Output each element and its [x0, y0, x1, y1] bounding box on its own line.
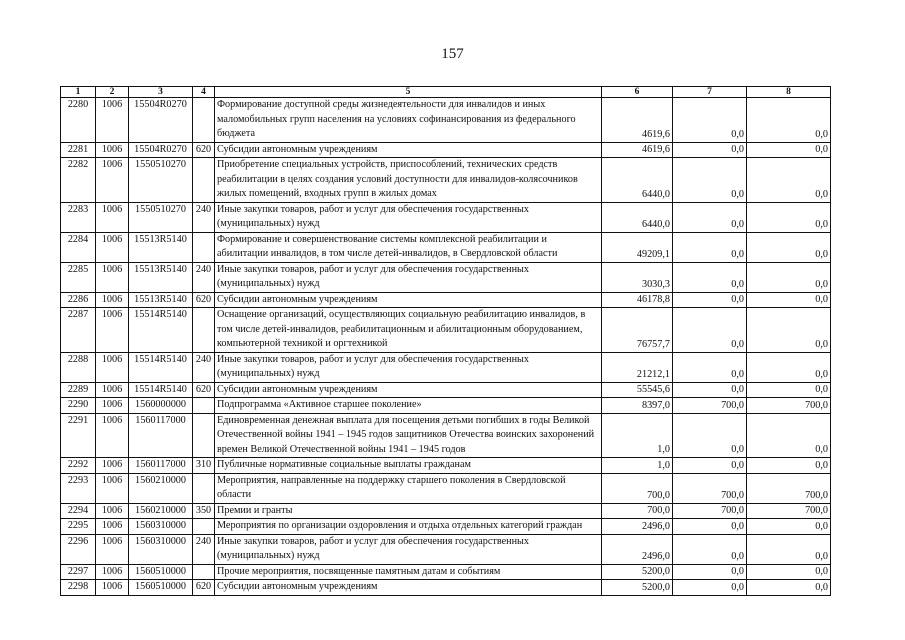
- amount-col6-cell: 2496,0: [602, 534, 673, 564]
- item-name-cell: Прочие мероприятия, посвященные памятным датам и событиям: [215, 564, 602, 580]
- section-code-cell: 1006: [96, 382, 129, 398]
- amount-col8-cell: 0,0: [747, 580, 831, 596]
- expense-type-cell: 620: [193, 382, 215, 398]
- table-body: [61, 98, 831, 596]
- section-code-cell: 1006: [96, 262, 129, 292]
- amount-col6-cell: 55545,6: [602, 382, 673, 398]
- table-row: [61, 382, 831, 398]
- column-header-1: 1: [61, 87, 96, 98]
- item-name-cell: Субсидии автономным учреждениям: [215, 292, 602, 308]
- expense-type-cell: [193, 413, 215, 458]
- table-row: [61, 98, 831, 143]
- section-code-cell: 1006: [96, 564, 129, 580]
- section-code-cell: 1006: [96, 473, 129, 503]
- page-number: 157: [441, 46, 464, 62]
- row-number-cell: 2298: [61, 580, 96, 596]
- amount-col7-cell: 0,0: [673, 413, 747, 458]
- target-code-cell: 15514R5140: [129, 352, 193, 382]
- row-number-cell: 2293: [61, 473, 96, 503]
- item-name-cell: Иные закупки товаров, работ и услуг для обеспечения государственных (муниципальных) нужд: [215, 534, 602, 564]
- amount-col7-cell: 0,0: [673, 382, 747, 398]
- expense-type-cell: [193, 564, 215, 580]
- amount-col6-cell: 21212,1: [602, 352, 673, 382]
- item-name-cell: Субсидии автономным учреждениям: [215, 142, 602, 158]
- row-number-cell: 2294: [61, 503, 96, 519]
- table-row: [61, 292, 831, 308]
- amount-col6-cell: 6440,0: [602, 202, 673, 232]
- target-code-cell: 1560210000: [129, 503, 193, 519]
- target-code-cell: 1560310000: [129, 519, 193, 535]
- table-row: [61, 580, 831, 596]
- amount-col6-cell: 700,0: [602, 503, 673, 519]
- amount-col7-cell: 0,0: [673, 158, 747, 203]
- section-code-cell: 1006: [96, 142, 129, 158]
- expense-type-cell: 240: [193, 534, 215, 564]
- amount-col7-cell: 0,0: [673, 352, 747, 382]
- amount-col8-cell: 0,0: [747, 519, 831, 535]
- target-code-cell: 1560000000: [129, 398, 193, 414]
- amount-col6-cell: 4619,6: [602, 142, 673, 158]
- table-row: [61, 202, 831, 232]
- amount-col7-cell: 0,0: [673, 564, 747, 580]
- row-number-cell: 2287: [61, 308, 96, 353]
- table-row: [61, 503, 831, 519]
- column-header-3: 3: [129, 87, 193, 98]
- row-number-cell: 2284: [61, 232, 96, 262]
- section-code-cell: 1006: [96, 519, 129, 535]
- row-number-cell: 2282: [61, 158, 96, 203]
- target-code-cell: 1560510000: [129, 564, 193, 580]
- row-number-cell: 2290: [61, 398, 96, 414]
- row-number-cell: 2292: [61, 458, 96, 474]
- section-code-cell: 1006: [96, 232, 129, 262]
- amount-col7-cell: 0,0: [673, 519, 747, 535]
- column-header-6: 6: [602, 87, 673, 98]
- budget-table: [60, 86, 831, 596]
- amount-col7-cell: 0,0: [673, 142, 747, 158]
- amount-col7-cell: 700,0: [673, 398, 747, 414]
- amount-col6-cell: 5200,0: [602, 580, 673, 596]
- expense-type-cell: [193, 473, 215, 503]
- table-row: [61, 473, 831, 503]
- target-code-cell: 15513R5140: [129, 292, 193, 308]
- target-code-cell: 15504R0270: [129, 142, 193, 158]
- section-code-cell: 1006: [96, 308, 129, 353]
- target-code-cell: 1560117000: [129, 413, 193, 458]
- column-header-5: 5: [215, 87, 602, 98]
- amount-col6-cell: 4619,6: [602, 98, 673, 143]
- amount-col8-cell: 0,0: [747, 352, 831, 382]
- expense-type-cell: [193, 519, 215, 535]
- expense-type-cell: [193, 308, 215, 353]
- column-header-8: 8: [747, 87, 831, 98]
- expense-type-cell: [193, 98, 215, 143]
- amount-col7-cell: 700,0: [673, 473, 747, 503]
- section-code-cell: 1006: [96, 458, 129, 474]
- expense-type-cell: 620: [193, 142, 215, 158]
- amount-col7-cell: 0,0: [673, 458, 747, 474]
- amount-col8-cell: 0,0: [747, 262, 831, 292]
- amount-col8-cell: 0,0: [747, 308, 831, 353]
- expense-type-cell: 240: [193, 262, 215, 292]
- item-name-cell: Иные закупки товаров, работ и услуг для обеспечения государственных (муниципальных) нужд: [215, 352, 602, 382]
- amount-col6-cell: 8397,0: [602, 398, 673, 414]
- row-number-cell: 2289: [61, 382, 96, 398]
- amount-col8-cell: 0,0: [747, 232, 831, 262]
- item-name-cell: Субсидии автономным учреждениям: [215, 382, 602, 398]
- table-row: [61, 458, 831, 474]
- item-name-cell: Иные закупки товаров, работ и услуг для обеспечения государственных (муниципальных) нужд: [215, 202, 602, 232]
- row-number-cell: 2295: [61, 519, 96, 535]
- item-name-cell: Субсидии автономным учреждениям: [215, 580, 602, 596]
- amount-col8-cell: 0,0: [747, 413, 831, 458]
- amount-col6-cell: 5200,0: [602, 564, 673, 580]
- amount-col6-cell: 49209,1: [602, 232, 673, 262]
- expense-type-cell: [193, 158, 215, 203]
- section-code-cell: 1006: [96, 503, 129, 519]
- expense-type-cell: 350: [193, 503, 215, 519]
- section-code-cell: 1006: [96, 98, 129, 143]
- target-code-cell: 1560210000: [129, 473, 193, 503]
- amount-col8-cell: 0,0: [747, 534, 831, 564]
- amount-col8-cell: 0,0: [747, 564, 831, 580]
- amount-col8-cell: 0,0: [747, 458, 831, 474]
- table-row: [61, 398, 831, 414]
- amount-col6-cell: 1,0: [602, 413, 673, 458]
- table-row: [61, 519, 831, 535]
- amount-col8-cell: 700,0: [747, 398, 831, 414]
- row-number-cell: 2280: [61, 98, 96, 143]
- row-number-cell: 2281: [61, 142, 96, 158]
- column-header-2: 2: [96, 87, 129, 98]
- amount-col8-cell: 700,0: [747, 503, 831, 519]
- item-name-cell: Формирование и совершенствование системы комплексной реабилитации и абилитации инвалидов, в том числе детей-инвалидов, в Свердловской области: [215, 232, 602, 262]
- expense-type-cell: [193, 398, 215, 414]
- target-code-cell: 15514R5140: [129, 382, 193, 398]
- section-code-cell: 1006: [96, 158, 129, 203]
- item-name-cell: Мероприятия по организации оздоровления и отдыха отдельных категорий граждан: [215, 519, 602, 535]
- row-number-cell: 2297: [61, 564, 96, 580]
- amount-col7-cell: 0,0: [673, 232, 747, 262]
- amount-col7-cell: 0,0: [673, 308, 747, 353]
- amount-col6-cell: 1,0: [602, 458, 673, 474]
- table-row: [61, 534, 831, 564]
- amount-col8-cell: 0,0: [747, 382, 831, 398]
- amount-col6-cell: 700,0: [602, 473, 673, 503]
- amount-col8-cell: 0,0: [747, 158, 831, 203]
- amount-col6-cell: 76757,7: [602, 308, 673, 353]
- item-name-cell: Приобретение специальных устройств, приспособлений, технических средств реабилитации в целях создания условий доступности для инвалидов-колясочников жилых помещений, входных групп в жилых домах: [215, 158, 602, 203]
- expense-type-cell: 240: [193, 202, 215, 232]
- item-name-cell: Мероприятия, направленные на поддержку старшего поколения в Свердловской области: [215, 473, 602, 503]
- row-number-cell: 2285: [61, 262, 96, 292]
- expense-type-cell: [193, 232, 215, 262]
- row-number-cell: 2291: [61, 413, 96, 458]
- row-number-cell: 2296: [61, 534, 96, 564]
- column-header-7: 7: [673, 87, 747, 98]
- amount-col6-cell: 2496,0: [602, 519, 673, 535]
- target-code-cell: 1560117000: [129, 458, 193, 474]
- table-row: [61, 308, 831, 353]
- amount-col6-cell: 6440,0: [602, 158, 673, 203]
- item-name-cell: Единовременная денежная выплата для посещения детьми погибших в годы Великой Отечественной войны 1941 – 1945 годов защитников Отечества воинских захоронений времен Великой Отечественной войны 1941 – 1945 годов: [215, 413, 602, 458]
- table-row: [61, 262, 831, 292]
- row-number-cell: 2283: [61, 202, 96, 232]
- item-name-cell: Оснащение организаций, осуществляющих социальную реабилитацию инвалидов, в том числе детей-инвалидов, реабилитационным и абилитационным оборудованием, компьютерной техникой и оргтехникой: [215, 308, 602, 353]
- amount-col8-cell: 0,0: [747, 292, 831, 308]
- section-code-cell: 1006: [96, 413, 129, 458]
- amount-col7-cell: 0,0: [673, 292, 747, 308]
- section-code-cell: 1006: [96, 580, 129, 596]
- target-code-cell: 1560310000: [129, 534, 193, 564]
- target-code-cell: 1550510270: [129, 202, 193, 232]
- table-row: [61, 413, 831, 458]
- amount-col8-cell: 700,0: [747, 473, 831, 503]
- section-code-cell: 1006: [96, 292, 129, 308]
- expense-type-cell: 240: [193, 352, 215, 382]
- amount-col7-cell: 0,0: [673, 262, 747, 292]
- item-name-cell: Формирование доступной среды жизнедеятельности для инвалидов и иных маломобильных групп населения на условиях софинансирования из федерального бюджета: [215, 98, 602, 143]
- expense-type-cell: 620: [193, 580, 215, 596]
- table-row: [61, 142, 831, 158]
- row-number-cell: 2286: [61, 292, 96, 308]
- amount-col6-cell: 46178,8: [602, 292, 673, 308]
- item-name-cell: Публичные нормативные социальные выплаты гражданам: [215, 458, 602, 474]
- table-row: [61, 352, 831, 382]
- amount-col8-cell: 0,0: [747, 142, 831, 158]
- target-code-cell: 15504R0270: [129, 98, 193, 143]
- section-code-cell: 1006: [96, 202, 129, 232]
- item-name-cell: Премии и гранты: [215, 503, 602, 519]
- amount-col7-cell: 0,0: [673, 202, 747, 232]
- item-name-cell: Подпрограмма «Активное старшее поколение»: [215, 398, 602, 414]
- amount-col7-cell: 0,0: [673, 580, 747, 596]
- header-row: [61, 87, 831, 98]
- item-name-cell: Иные закупки товаров, работ и услуг для обеспечения государственных (муниципальных) нужд: [215, 262, 602, 292]
- target-code-cell: 1560510000: [129, 580, 193, 596]
- section-code-cell: 1006: [96, 398, 129, 414]
- amount-col8-cell: 0,0: [747, 98, 831, 143]
- section-code-cell: 1006: [96, 352, 129, 382]
- amount-col7-cell: 700,0: [673, 503, 747, 519]
- expense-type-cell: 620: [193, 292, 215, 308]
- column-header-4: 4: [193, 87, 215, 98]
- amount-col6-cell: 3030,3: [602, 262, 673, 292]
- section-code-cell: 1006: [96, 534, 129, 564]
- target-code-cell: 15514R5140: [129, 308, 193, 353]
- target-code-cell: 1550510270: [129, 158, 193, 203]
- expense-type-cell: 310: [193, 458, 215, 474]
- amount-col7-cell: 0,0: [673, 98, 747, 143]
- table-row: [61, 232, 831, 262]
- amount-col8-cell: 0,0: [747, 202, 831, 232]
- table-row: [61, 158, 831, 203]
- target-code-cell: 15513R5140: [129, 262, 193, 292]
- target-code-cell: 15513R5140: [129, 232, 193, 262]
- table-row: [61, 564, 831, 580]
- amount-col7-cell: 0,0: [673, 534, 747, 564]
- row-number-cell: 2288: [61, 352, 96, 382]
